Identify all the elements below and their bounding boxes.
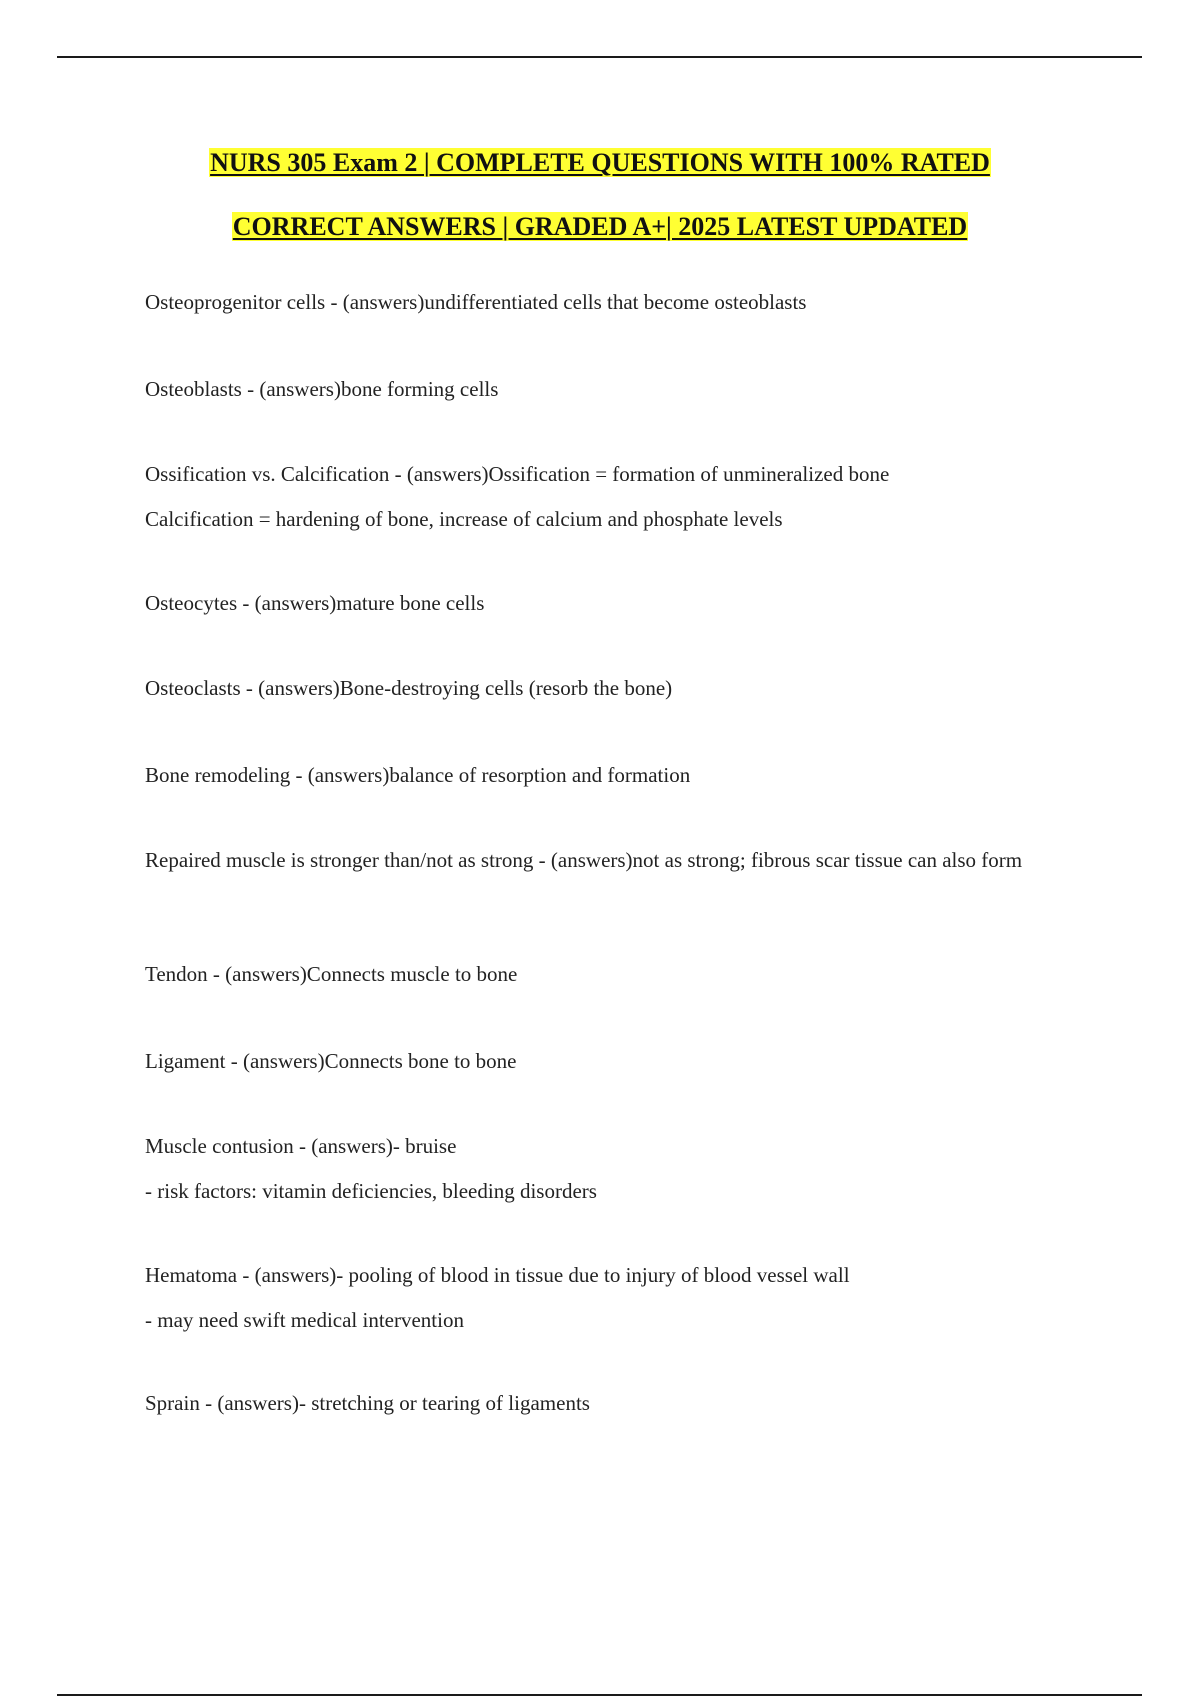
qa-line: Osteocytes - (answers)mature bone cells — [145, 591, 485, 615]
qa-entry-ossification — [145, 459, 1085, 534]
bottom-divider — [57, 1694, 1142, 1696]
qa-line: Hematoma - (answers)- pooling of blood in tissue due to injury of blood vessel wall — [145, 1263, 850, 1287]
title-highlight-1: NURS 305 Exam 2 | COMPLETE QUESTIONS WITH 100% RATED — [210, 148, 990, 177]
qa-entry-ligament — [145, 1046, 1085, 1076]
qa-line: Sprain - (answers)- stretching or tearing of ligaments — [145, 1391, 590, 1415]
qa-line: Tendon - (answers)Connects muscle to bone — [145, 962, 518, 986]
qa-line: Ligament - (answers)Connects bone to bone — [145, 1049, 517, 1073]
qa-entry-sprain — [145, 1388, 1085, 1418]
qa-line: - may need swift medical intervention — [145, 1308, 464, 1332]
qa-entry-osteoclasts — [145, 673, 1085, 703]
qa-line: Bone remodeling - (answers)balance of resorption and formation — [145, 763, 691, 787]
qa-line: Osteoprogenitor cells - (answers)undifferentiated cells that become osteoblasts — [145, 290, 807, 314]
qa-line: Calcification = hardening of bone, increase of calcium and phosphate levels — [145, 507, 783, 531]
qa-entry-bone-remodeling — [145, 760, 1085, 790]
qa-entry-tendon — [145, 959, 1085, 989]
qa-line: - risk factors: vitamin deficiencies, bleeding disorders — [145, 1179, 597, 1203]
qa-line: Repaired muscle is stronger than/not as strong - (answers)not as strong; fibrous scar tissue can also form — [145, 848, 1023, 872]
qa-entry-osteoprogenitor — [145, 287, 1085, 317]
document-title-line-1 — [0, 147, 1200, 179]
qa-line: Muscle contusion - (answers)- bruise — [145, 1134, 457, 1158]
qa-entry-muscle-contusion — [145, 1131, 1085, 1206]
qa-entry-hematoma — [145, 1260, 1085, 1335]
top-divider — [57, 56, 1142, 58]
qa-line: Osteoclasts - (answers)Bone-destroying cells (resorb the bone) — [145, 676, 673, 700]
qa-entry-repaired-muscle — [145, 845, 1085, 875]
qa-entry-osteocytes — [145, 588, 1085, 618]
title-highlight-2: CORRECT ANSWERS | GRADED A+| 2025 LATEST UPDATED — [232, 212, 968, 241]
document-title-line-2 — [0, 211, 1200, 243]
qa-entry-osteoblasts — [145, 374, 1085, 404]
qa-line: Osteoblasts - (answers)bone forming cells — [145, 377, 499, 401]
qa-line: Ossification vs. Calcification - (answers)Ossification = formation of unmineralized bone — [145, 462, 890, 486]
